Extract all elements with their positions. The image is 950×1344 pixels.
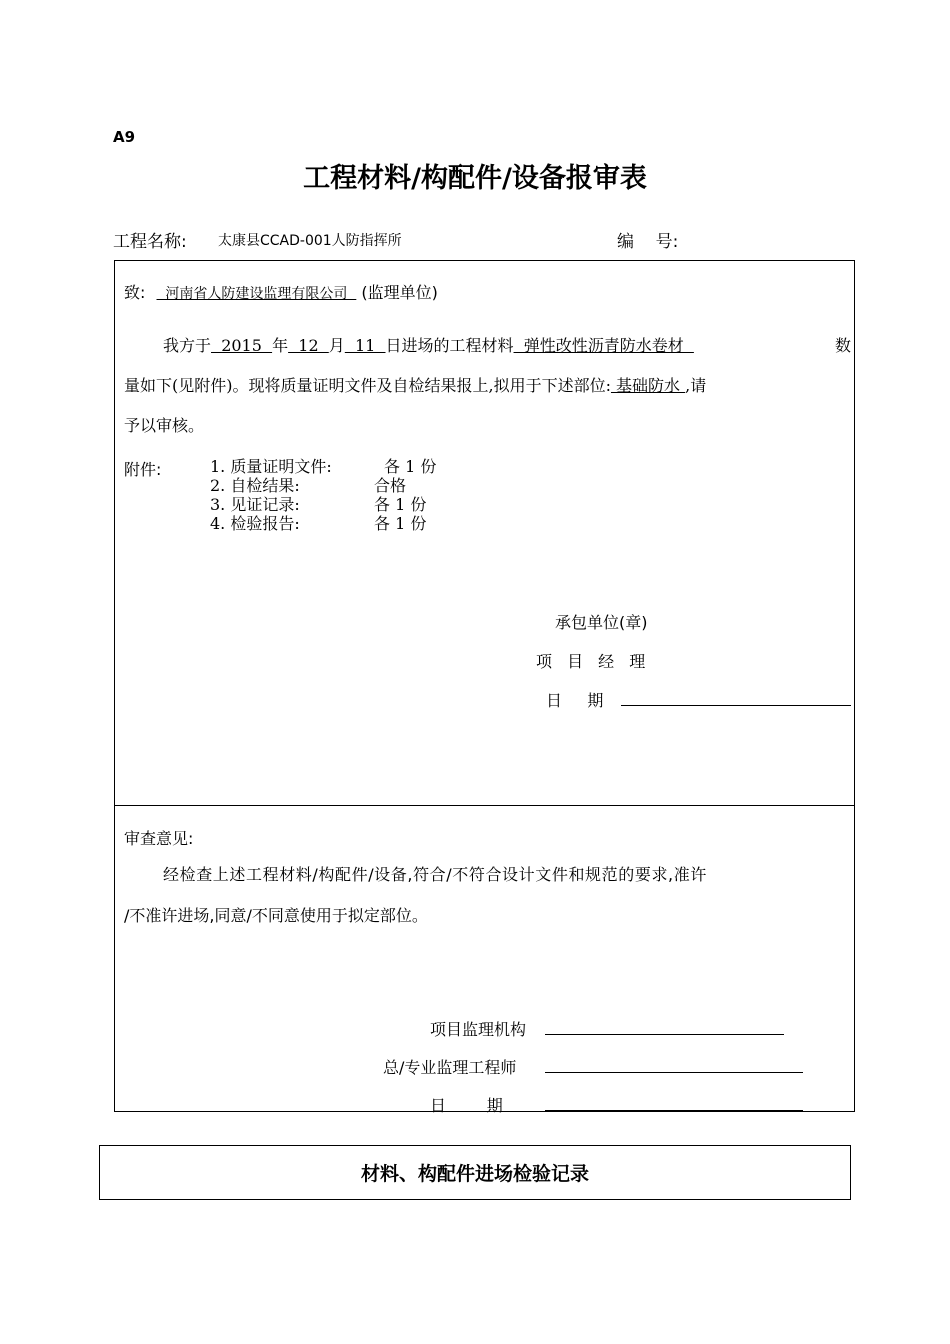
contractor-seal-label: 承包单位(章)	[555, 613, 648, 632]
statement-tail: 数	[835, 336, 852, 355]
attachment-4-label: 4. 检验报告:	[210, 514, 300, 533]
day-suffix: 日进场的工程材料	[385, 336, 514, 355]
attachment-4-value: 各 1 份	[374, 514, 427, 533]
attachment-1-label: 1. 质量证明文件:	[210, 457, 332, 476]
project-manager-label: 项 目 经 理	[536, 652, 646, 671]
attachment-2-value: 合格	[374, 476, 407, 495]
statement-line-2	[124, 373, 706, 396]
month-value: 12	[288, 336, 329, 355]
attachment-1-value: 各 1 份	[384, 457, 437, 476]
engineer-line	[545, 1072, 803, 1073]
material-value: 弹性改性沥青防水卷材	[513, 336, 694, 355]
month-unit: 月	[328, 336, 345, 355]
recipient-line	[124, 280, 438, 303]
attachment-3-value: 各 1 份	[374, 495, 427, 514]
form-code: A9	[113, 128, 136, 146]
review-line-2: /不准许进场,同意/不同意使用于拟定部位。	[124, 906, 428, 925]
statement-line-2-prefix: 量如下(见附件)。现将质量证明文件及自检结果报上,拟用于下述部位:	[124, 376, 611, 395]
supervision-org-label: 项目监理机构	[430, 1020, 527, 1039]
statement-line-3: 予以审核。	[124, 416, 205, 435]
year-value: 2015	[211, 336, 273, 355]
statement-line-2-suffix: ,请	[685, 376, 707, 395]
review-label: 审查意见:	[124, 829, 194, 848]
inspection-record-title: 材料、构配件进场检验记录	[360, 1163, 589, 1185]
attachment-2-label: 2. 自检结果:	[210, 476, 300, 495]
attachment-3-label: 3. 见证记录:	[210, 495, 300, 514]
supervisor-suffix: (监理单位)	[361, 283, 438, 302]
attachment-item	[210, 457, 332, 476]
document-number-label: 编 号:	[617, 232, 679, 252]
page-title: 工程材料/构配件/设备报审表	[303, 163, 647, 194]
supervisor-name: 河南省人防建设监理有限公司	[156, 286, 357, 302]
project-name-label: 工程名称:	[113, 232, 187, 252]
section2-date-label: 日 期	[430, 1096, 503, 1115]
statement-text: 我方于	[163, 336, 212, 355]
section1-date-label: 日 期	[546, 691, 604, 710]
section1-date-line	[621, 705, 851, 706]
location-value: 基础防水	[610, 376, 686, 395]
supervision-org-line	[545, 1034, 784, 1035]
statement-line-1	[163, 333, 694, 356]
section2-date-line	[545, 1110, 803, 1111]
to-label: 致:	[124, 283, 146, 302]
engineer-label: 总/专业监理工程师	[383, 1058, 517, 1077]
review-line-1: 经检查上述工程材料/构配件/设备,符合/不符合设计文件和规范的要求,准许	[163, 865, 707, 884]
project-name-value: 太康县CCAD-001人防指挥所	[218, 233, 402, 249]
year-unit: 年	[272, 336, 289, 355]
day-value: 11	[344, 336, 386, 355]
attachments-label: 附件:	[124, 460, 162, 479]
